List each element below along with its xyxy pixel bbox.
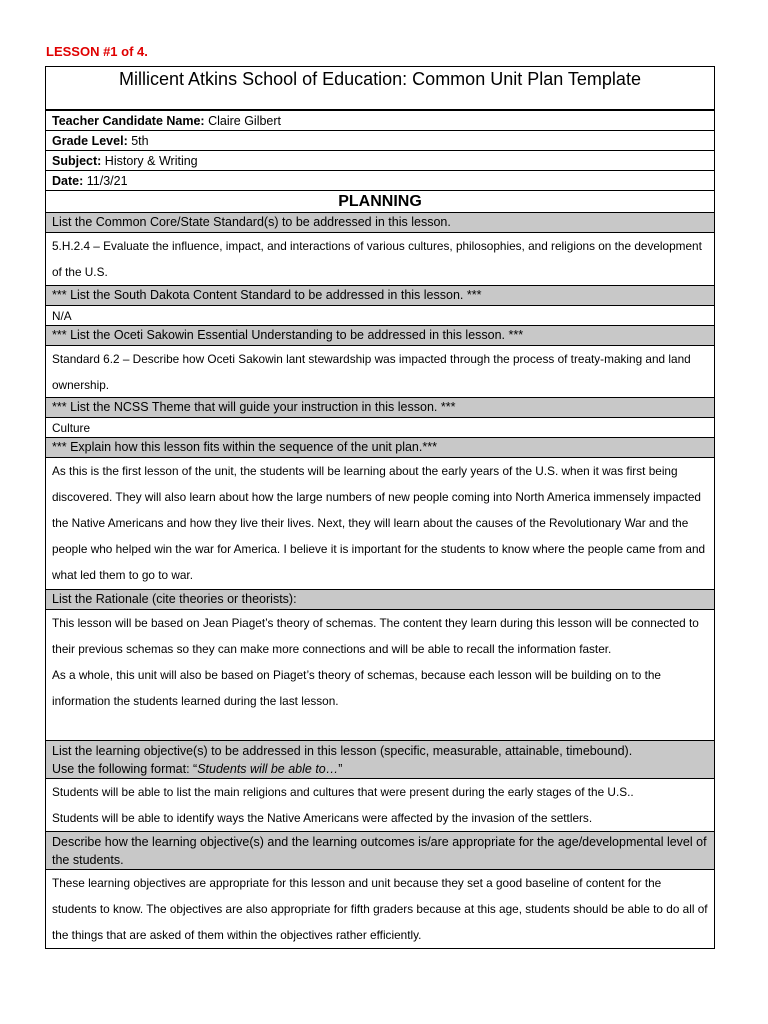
rationale-paragraph-2: As a whole, this unit will also be based on Piaget’s theory of schemas, because each lesson will be building on to the information the students learned during the last lesson.: [52, 668, 661, 708]
candidate-name-value: Claire Gilbert: [204, 114, 282, 128]
date-label: Date:: [52, 174, 84, 188]
sd-standard-response: N/A: [46, 306, 714, 326]
objectives-prompt: [46, 741, 714, 779]
lesson-number-label: LESSON #1 of 4.: [46, 44, 148, 59]
ncss-prompt: *** List the NCSS Theme that will guide your instruction in this lesson. ***: [46, 398, 714, 418]
candidate-name-label: Teacher Candidate Name:: [52, 114, 205, 128]
sequence-prompt: *** Explain how this lesson fits within the sequence of the unit plan.***: [46, 438, 714, 458]
sd-standard-prompt: *** List the South Dakota Content Standard to be addressed in this lesson. ***: [46, 286, 714, 306]
common-core-prompt: List the Common Core/State Standard(s) to be addressed in this lesson.: [46, 213, 714, 233]
objective-2: Students will be able to identify ways the Native Americans were affected by the invasion of the settlers.: [52, 811, 593, 825]
grade-level-value: 5th: [127, 134, 149, 148]
objectives-prompt-close-quote: ”: [338, 762, 343, 776]
rationale-prompt: List the Rationale (cite theories or theorists):: [46, 590, 714, 610]
unit-plan-table: [45, 66, 715, 949]
rationale-paragraph-1: This lesson will be based on Jean Piaget’s theory of schemas. The content they learn during this lesson will be connected to their previous schemas so they can make more connections and will be able to recall the information faster.: [52, 616, 699, 656]
oceti-prompt: *** List the Oceti Sakowin Essential Understanding to be addressed in this lesson. ***: [46, 326, 714, 346]
objectives-prompt-line-2: Use the following format: “: [52, 762, 198, 776]
subject-label: Subject:: [52, 154, 102, 168]
sequence-response: As this is the first lesson of the unit, the students will be learning about the early years of the U.S. when it was first being discovered. They will also learn about how the large numbers of new people coming into North America immensely impacted the Native Americans and how they live their lives. Next, they will learn about the causes of the Revolutionary War and the people who helped win the war for America. I believe it is important for the students to know where the people came from and what led them to go to war.: [46, 458, 714, 590]
candidate-name-row: [46, 111, 714, 131]
objectives-response: [46, 779, 714, 832]
appropriateness-prompt: Describe how the learning objective(s) and the learning outcomes is/are appropriate for the age/developmental level of the students.: [46, 832, 714, 870]
subject-value: History & Writing: [101, 154, 198, 168]
subject-row: [46, 151, 714, 171]
date-value: 11/3/21: [83, 174, 128, 188]
oceti-response: Standard 6.2 – Describe how Oceti Sakowin lant stewardship was impacted through the process of treaty-making and land ownership.: [46, 346, 714, 398]
grade-level-label: Grade Level:: [52, 134, 128, 148]
objectives-prompt-line-1: List the learning objective(s) to be addressed in this lesson (specific, measurable, attainable, timebound).: [52, 744, 633, 758]
objective-1: Students will be able to list the main religions and cultures that were present during the early stages of the U.S..: [52, 785, 634, 799]
common-core-response: 5.H.2.4 – Evaluate the influence, impact, and interactions of various cultures, philosophies, and religions on the development of the U.S.: [46, 233, 714, 286]
objectives-prompt-format: Students will be able to…: [197, 762, 339, 776]
ncss-response: Culture: [46, 418, 714, 438]
date-row: [46, 171, 714, 191]
rationale-response: [46, 610, 714, 741]
document-title: Millicent Atkins School of Education: Common Unit Plan Template: [46, 67, 714, 110]
grade-level-row: [46, 131, 714, 151]
planning-heading: PLANNING: [46, 191, 714, 213]
appropriateness-response: These learning objectives are appropriate for this lesson and unit because they set a good baseline of content for the students to know. The objectives are also appropriate for fifth graders because at this age, students should be able to do all of the things that are asked of them within the objectives rather efficiently.: [52, 876, 708, 942]
